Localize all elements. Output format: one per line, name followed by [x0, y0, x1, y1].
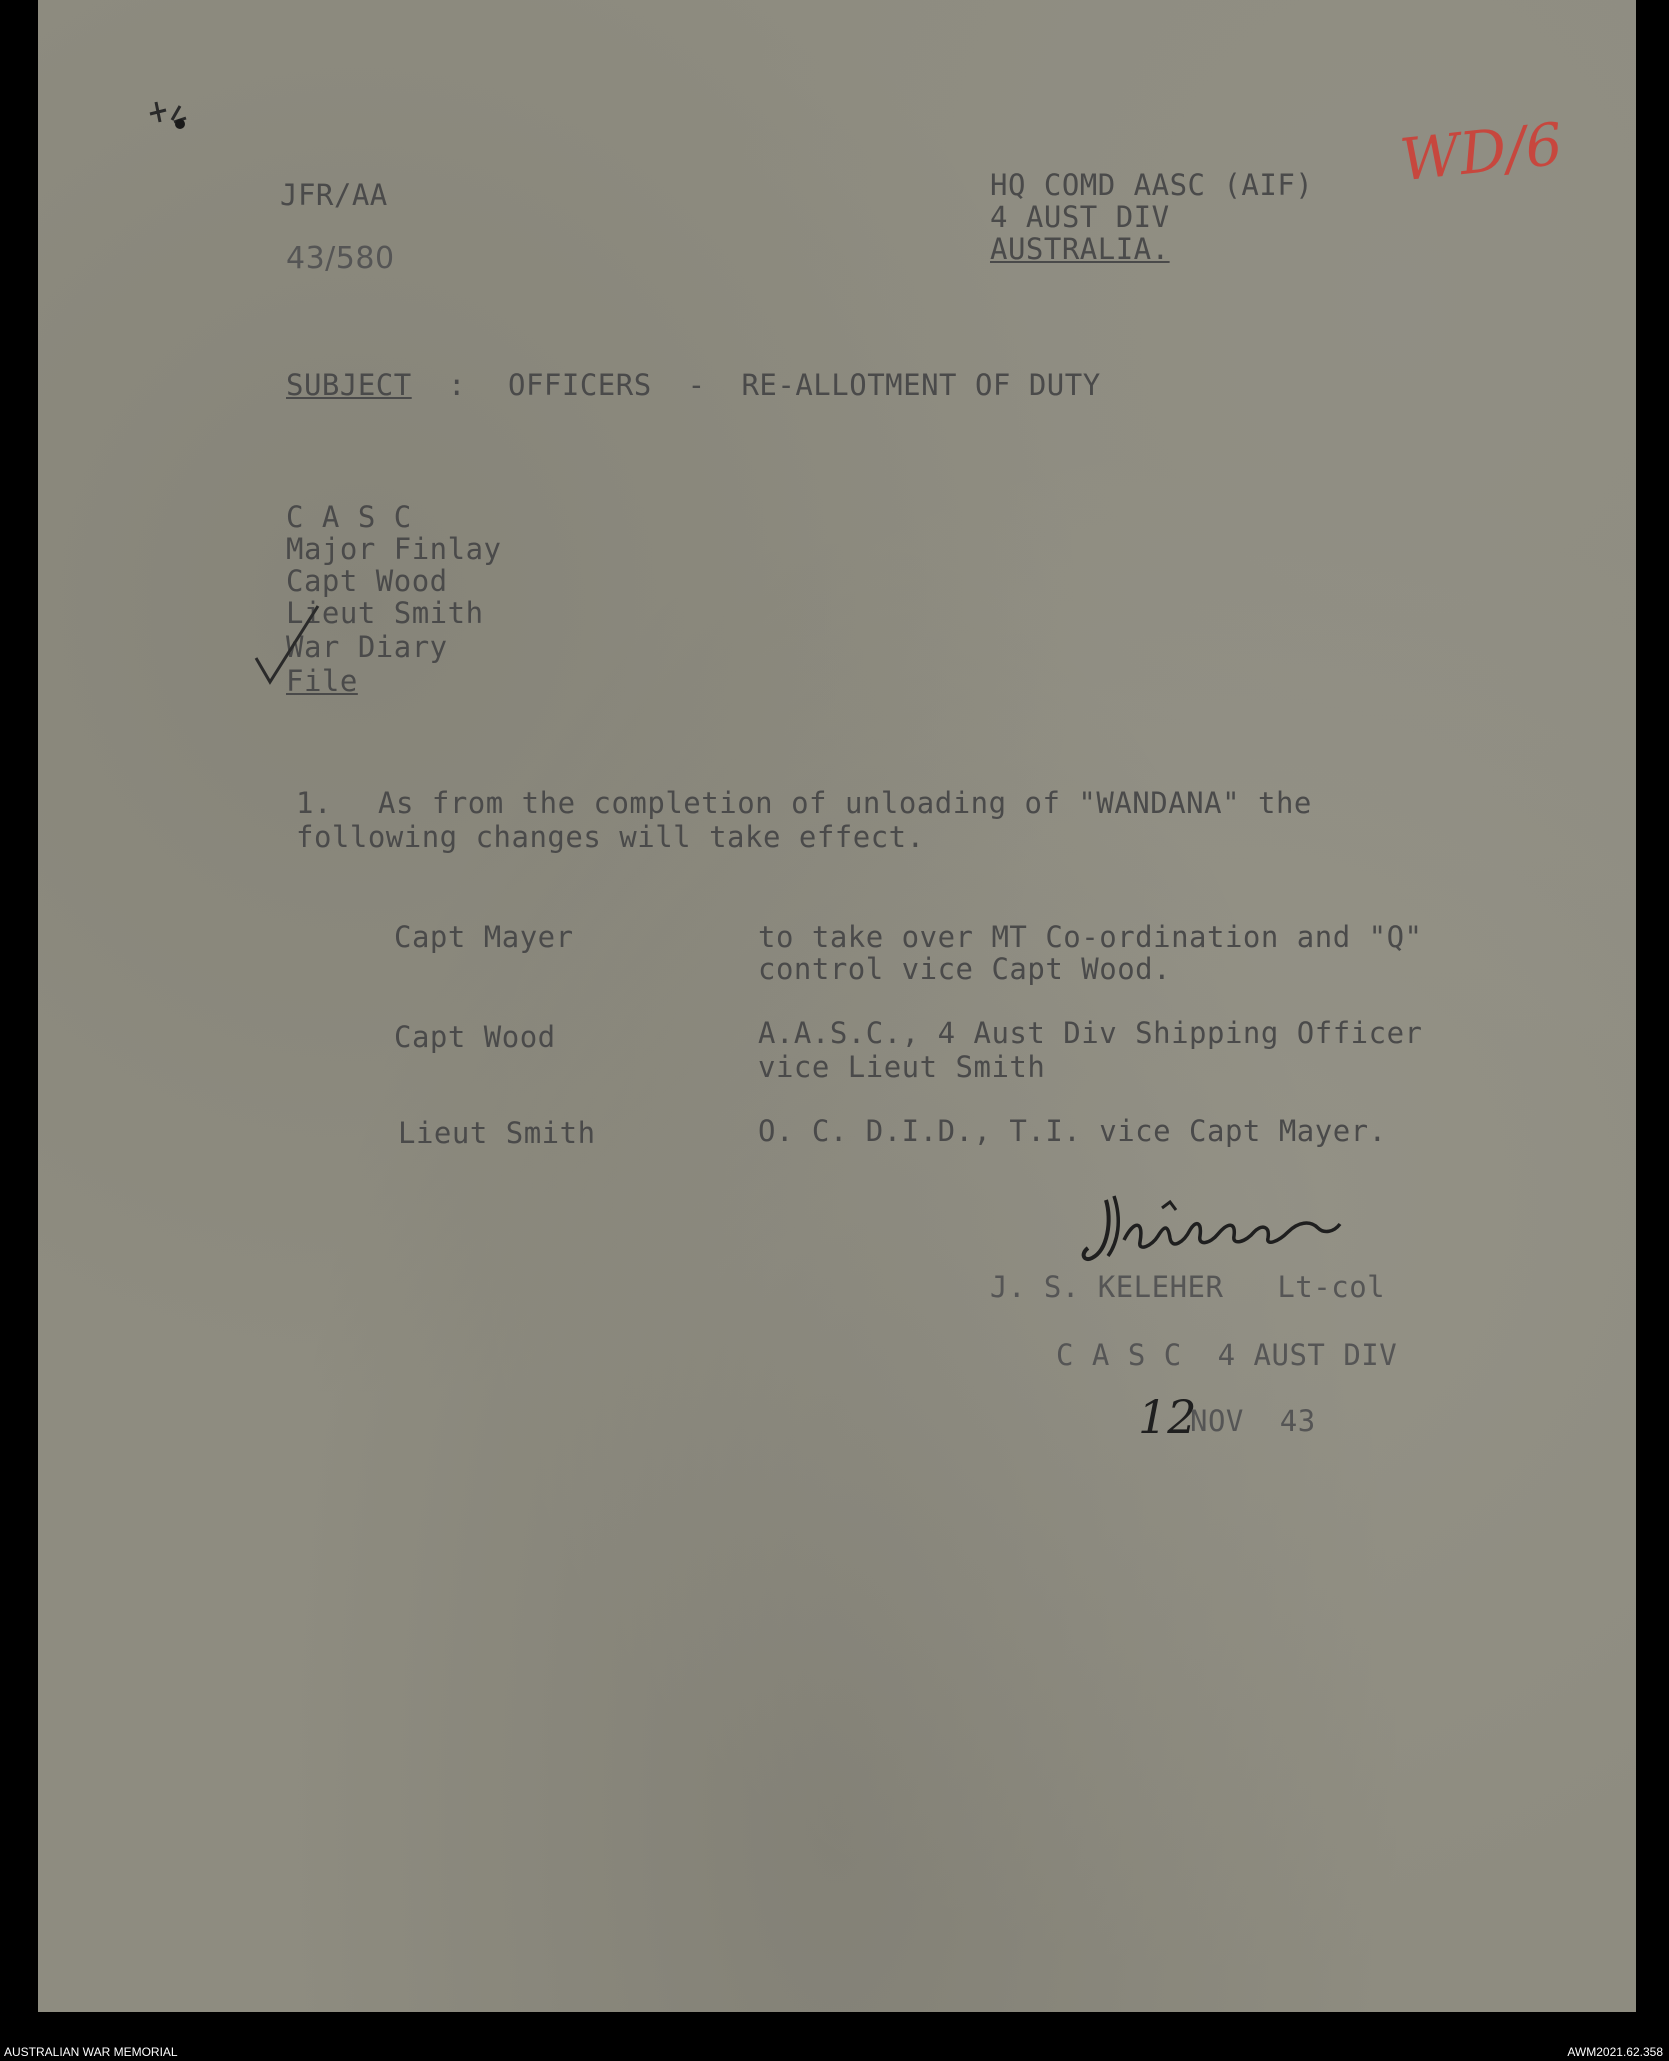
officer-name: Capt Mayer [394, 920, 574, 954]
hq-address-line3: AUSTRALIA. [990, 232, 1170, 266]
paragraph-line: As from the completion of unloading of "WANDANA" the [378, 786, 1312, 820]
punch-mark-icon [136, 92, 196, 142]
footer-right-caption: AWM2021.62.358 [1567, 2045, 1663, 2059]
officer-name: Capt Wood [394, 1020, 556, 1054]
officer-duty: vice Lieut Smith [758, 1050, 1046, 1084]
distribution-item: Lieut Smith [286, 596, 484, 630]
checkmark-icon [248, 600, 328, 690]
file-number: 43/580 [286, 241, 395, 276]
distribution-item: C A S C [286, 500, 412, 534]
signature [1078, 1180, 1378, 1270]
war-diary-annotation: WD/6 [1396, 109, 1566, 195]
distribution-item: Capt Wood [286, 564, 448, 598]
officer-duty: control vice Capt Wood. [758, 952, 1172, 986]
officer-name: Lieut Smith [398, 1116, 596, 1150]
subject-label: SUBJECT [286, 368, 412, 402]
footer-left-caption: AUSTRALIAN WAR MEMORIAL [4, 2045, 178, 2059]
date-handwritten: 12 [1138, 1390, 1197, 1444]
date-typed: NOV 43 [1190, 1404, 1316, 1438]
hq-address-line1: HQ COMD AASC (AIF) [990, 168, 1314, 202]
signatory-name: J. S. KELEHER Lt-col [990, 1270, 1386, 1304]
officer-duty: to take over MT Co-ordination and "Q" [758, 920, 1423, 954]
distribution-item: War Diary [286, 630, 448, 664]
hq-address-line2: 4 AUST DIV [990, 200, 1170, 234]
subject-text: OFFICERS - RE-ALLOTMENT OF DUTY [508, 368, 1101, 402]
officer-duty: O. C. D.I.D., T.I. vice Capt Mayer. [758, 1114, 1387, 1148]
distribution-item: File [286, 664, 358, 698]
document-page [38, 0, 1636, 2012]
paragraph-number: 1. [296, 786, 332, 820]
paragraph-line: following changes will take effect. [296, 820, 925, 854]
distribution-item: Major Finlay [286, 532, 502, 566]
signatory-title: C A S C 4 AUST DIV [1056, 1338, 1398, 1372]
reference-code: JFR/AA [280, 178, 388, 212]
subject-separator: : [448, 368, 466, 402]
officer-duty: A.A.S.C., 4 Aust Div Shipping Officer [758, 1016, 1423, 1050]
